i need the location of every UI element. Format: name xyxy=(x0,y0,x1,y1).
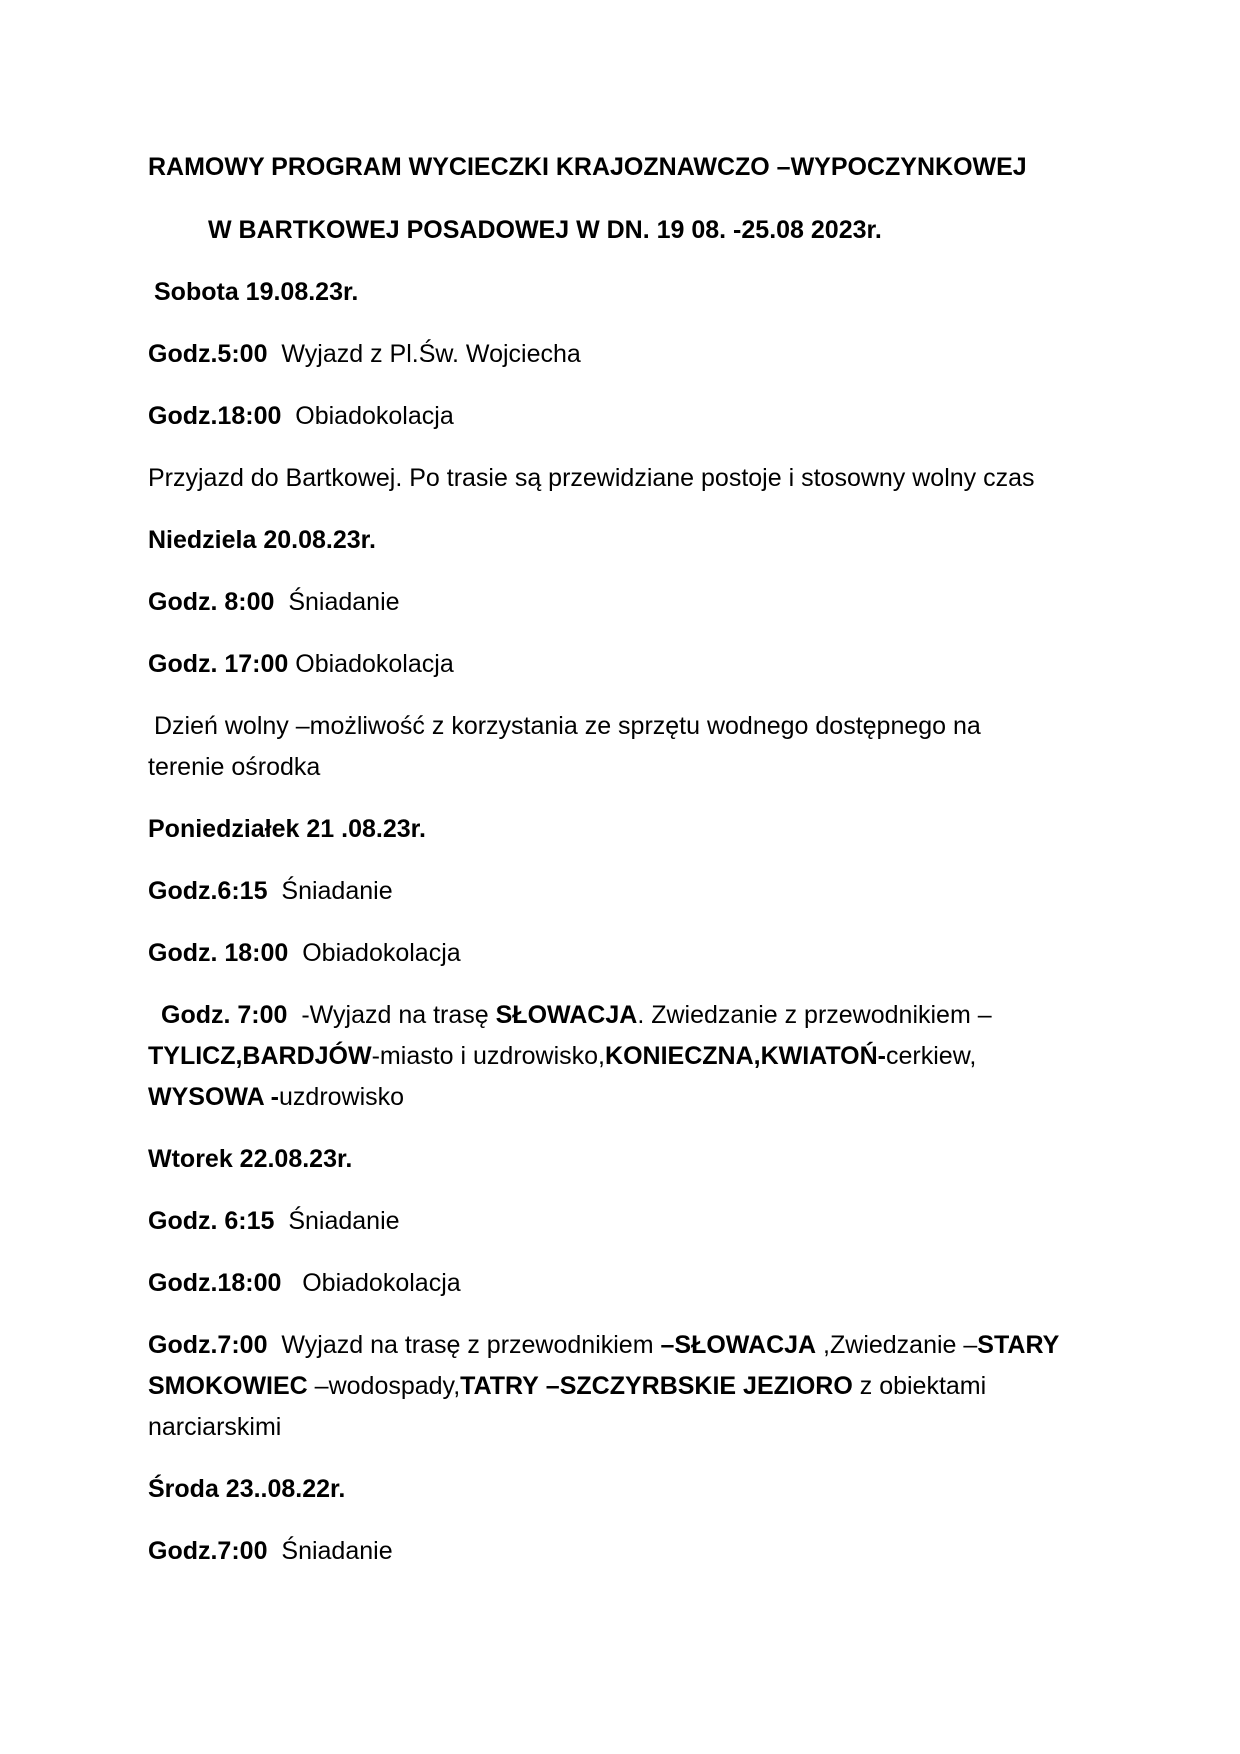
day-heading-monday: Poniedziałek 21 .08.23r. xyxy=(148,815,426,843)
trip-text: -Wyjazd na trasę xyxy=(301,1001,489,1029)
time-label: Godz. 7:00 xyxy=(161,1001,288,1029)
trip-description xyxy=(148,1366,986,1407)
event-text: Obiadokolacja xyxy=(302,1269,461,1297)
trip-description: narciarskimi xyxy=(148,1413,282,1441)
event-text: Śniadanie xyxy=(281,877,393,905)
place-name: STARY xyxy=(977,1331,1060,1359)
place-name: TYLICZ,BARDJÓW xyxy=(148,1042,372,1070)
event-text: Śniadanie xyxy=(288,1207,400,1235)
schedule-line xyxy=(148,1201,400,1242)
event-text: Obiadokolacja xyxy=(302,939,461,967)
place-name: –SZCZYRBSKIE JEZIORO xyxy=(545,1372,853,1400)
title-line-1: RAMOWY PROGRAM WYCIECZKI KRAJOZNAWCZO –WYPOCZYNKOWEJ xyxy=(148,153,1027,181)
trip-text: -miasto i uzdrowisko, xyxy=(371,1042,606,1070)
place-name: WYSOWA - xyxy=(148,1083,280,1111)
event-text: Śniadanie xyxy=(281,1537,393,1565)
trip-text: cerkiew, xyxy=(886,1042,977,1070)
trip-text: ,Zwiedzanie – xyxy=(823,1331,978,1359)
trip-description xyxy=(148,1077,404,1118)
note-text: Przyjazd do Bartkowej. Po trasie są przewidziane postoje i stosowny wolny czas xyxy=(148,464,1035,492)
day-heading-saturday: Sobota 19.08.23r. xyxy=(154,278,359,306)
trip-text: . Zwiedzanie z przewodnikiem – xyxy=(637,1001,992,1029)
time-label: Godz. 17:00 xyxy=(148,650,289,678)
schedule-line xyxy=(148,1263,461,1304)
trip-text: uzdrowisko xyxy=(279,1083,405,1111)
place-name: –SŁOWACJA xyxy=(660,1331,817,1359)
trip-text: –wodospady, xyxy=(314,1372,461,1400)
trip-description xyxy=(161,995,992,1036)
schedule-line xyxy=(148,933,461,974)
day-heading-tuesday: Wtorek 22.08.23r. xyxy=(148,1145,353,1173)
schedule-line xyxy=(148,334,581,375)
note-text: terenie ośrodka xyxy=(148,753,321,781)
schedule-line xyxy=(148,396,454,437)
place-name: SŁOWACJA xyxy=(495,1001,638,1029)
trip-text: Wyjazd na trasę z przewodnikiem xyxy=(281,1331,654,1359)
event-text: Śniadanie xyxy=(288,588,400,616)
event-text: Obiadokolacja xyxy=(295,650,454,678)
event-text: Wyjazd z Pl.Św. Wojciecha xyxy=(281,340,581,368)
place-name: KONIECZNA,KWIATOŃ- xyxy=(605,1042,887,1070)
note-text: Dzień wolny –możliwość z korzystania ze sprzętu wodnego dostępnego na xyxy=(154,712,981,740)
trip-description xyxy=(148,1325,1059,1366)
title-line-2: W BARTKOWEJ POSADOWEJ W DN. 19 08. -25.08 2023r. xyxy=(208,216,882,244)
time-label: Godz.18:00 xyxy=(148,1269,282,1297)
time-label: Godz.18:00 xyxy=(148,402,282,430)
event-text: Obiadokolacja xyxy=(295,402,454,430)
day-heading-sunday: Niedziela 20.08.23r. xyxy=(148,526,376,554)
schedule-line xyxy=(148,582,400,623)
place-name: SMOKOWIEC xyxy=(148,1372,308,1400)
schedule-line xyxy=(148,1531,393,1572)
time-label: Godz. 6:15 xyxy=(148,1207,275,1235)
time-label: Godz.6:15 xyxy=(148,877,268,905)
trip-description xyxy=(148,1036,976,1077)
time-label: Godz.5:00 xyxy=(148,340,268,368)
place-name: TATRY xyxy=(460,1372,539,1400)
trip-text: z obiektami xyxy=(859,1372,987,1400)
time-label: Godz. 8:00 xyxy=(148,588,275,616)
schedule-line xyxy=(148,644,454,685)
time-label: Godz.7:00 xyxy=(148,1537,268,1565)
schedule-line xyxy=(148,871,393,912)
time-label: Godz.7:00 xyxy=(148,1331,268,1359)
day-heading-wednesday: Środa 23..08.22r. xyxy=(148,1475,346,1503)
time-label: Godz. 18:00 xyxy=(148,939,289,967)
